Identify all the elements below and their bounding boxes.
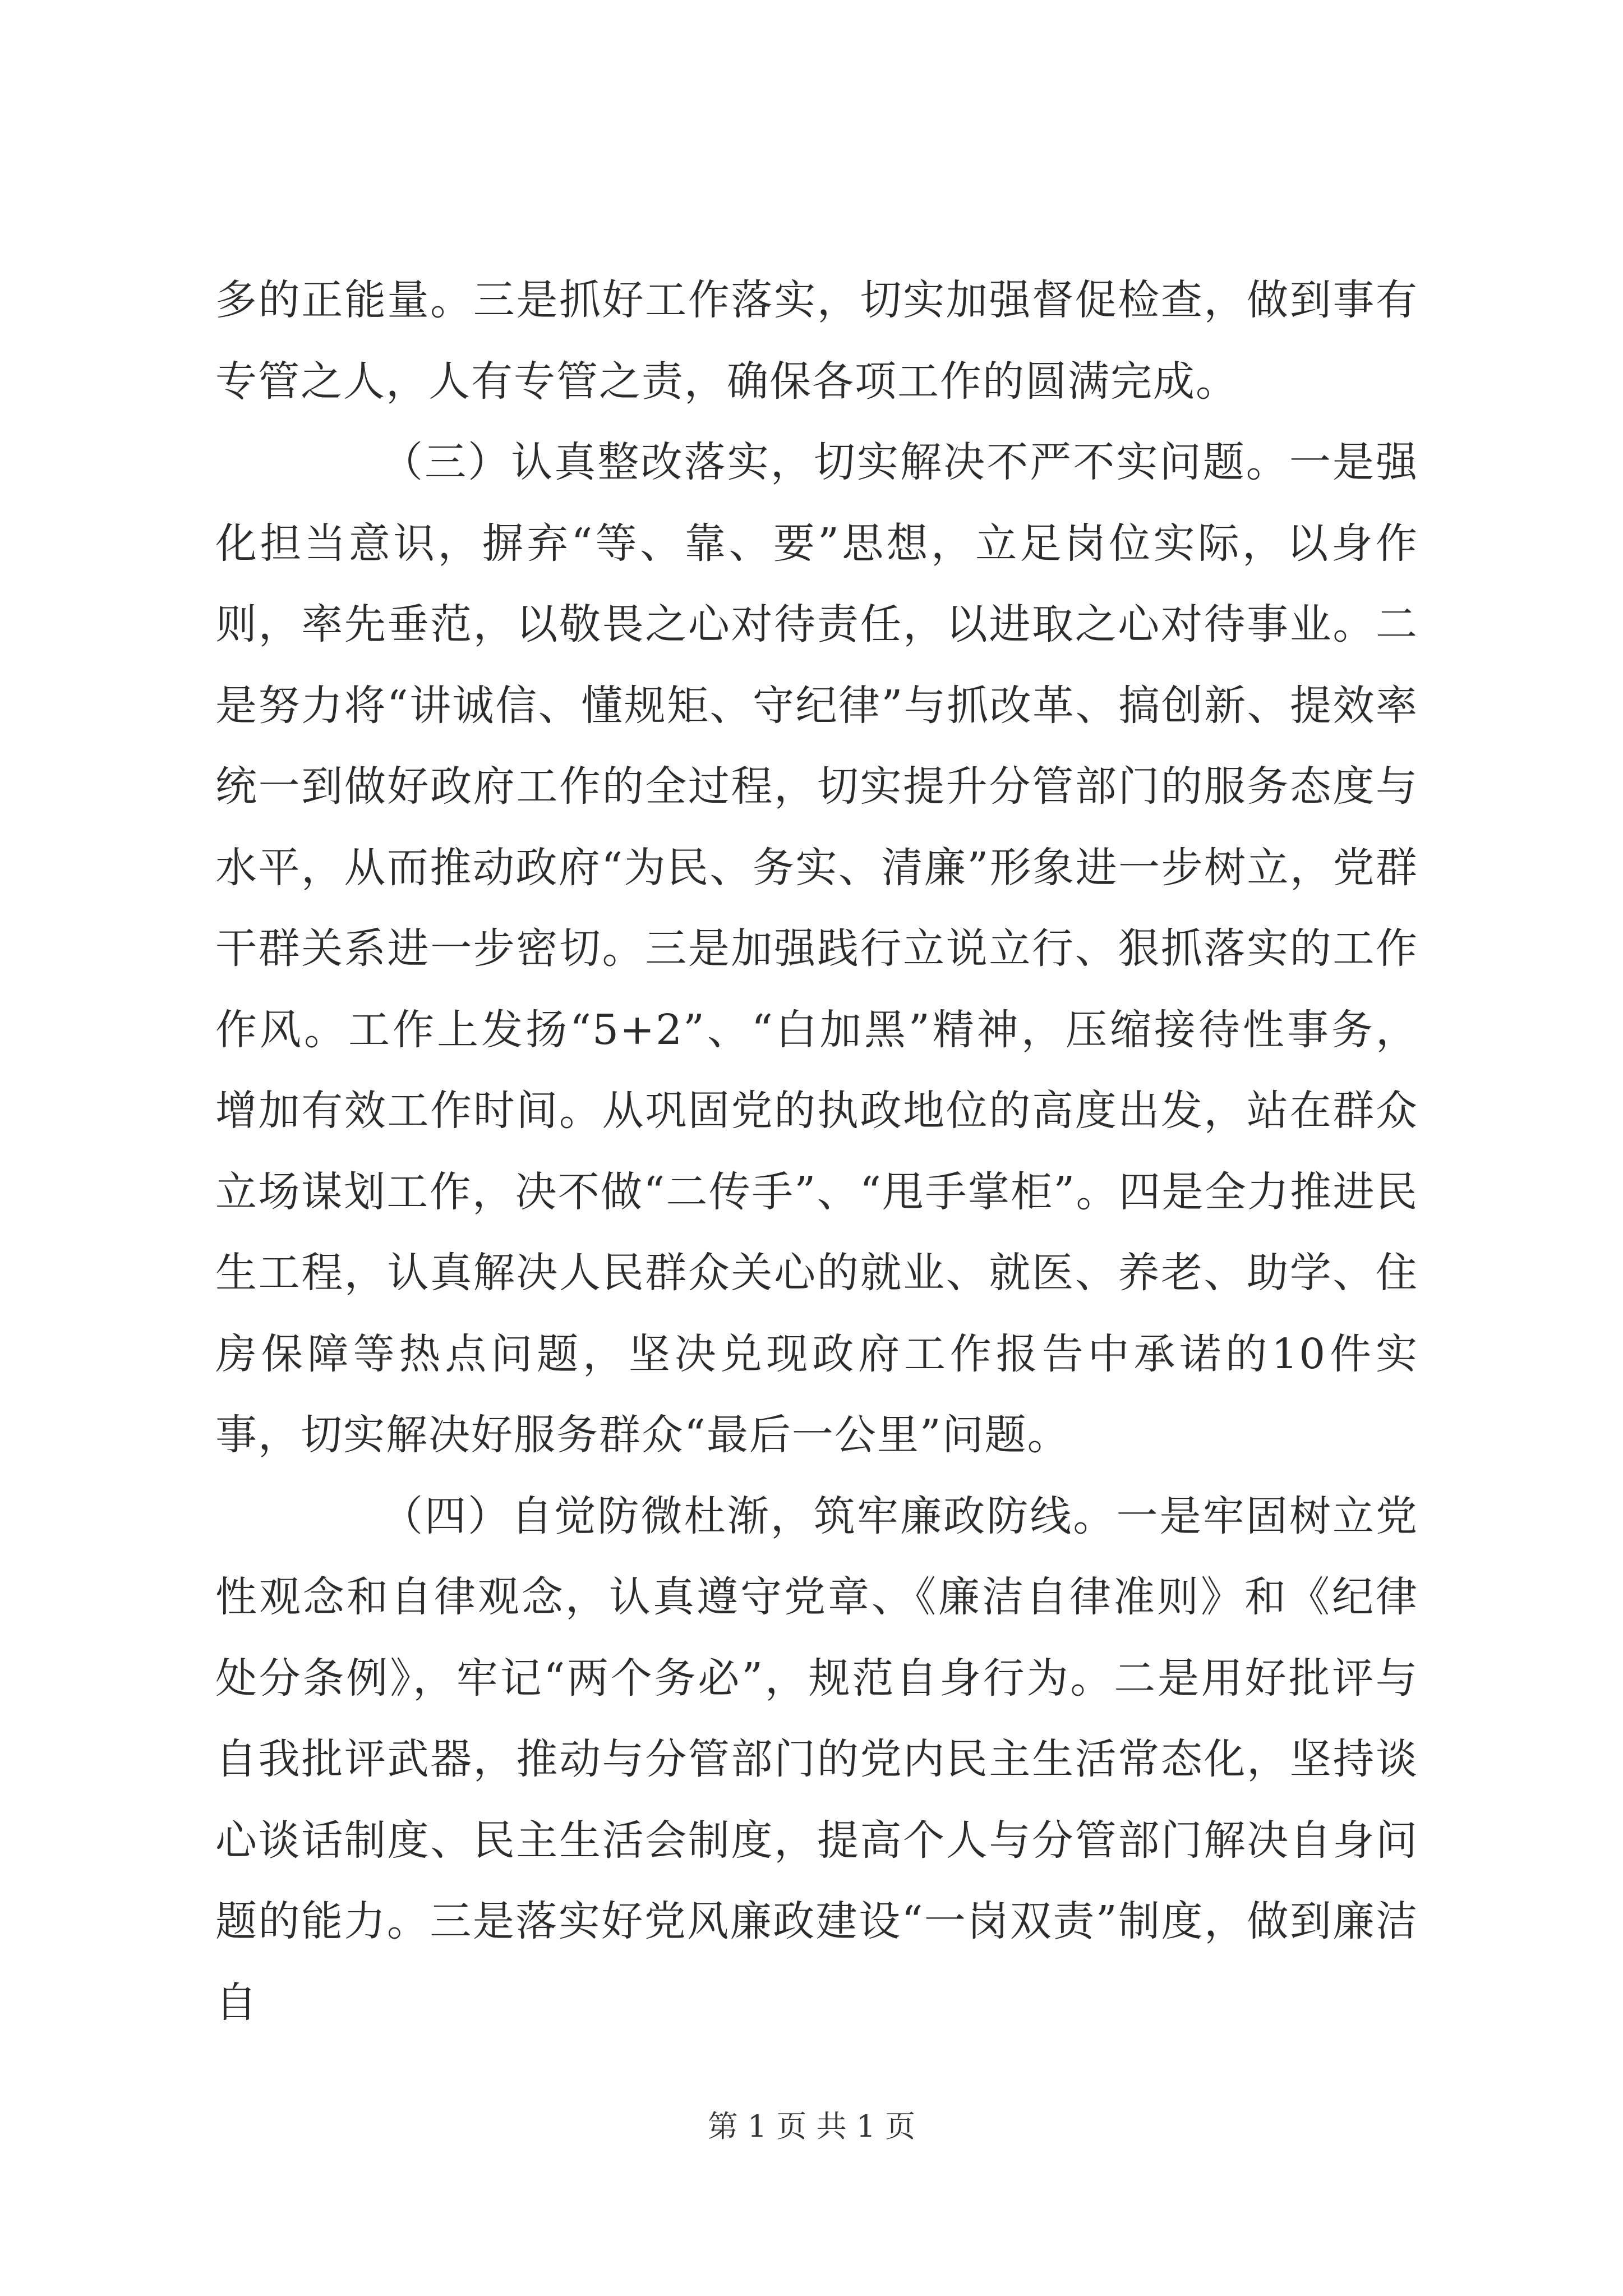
- paragraph-continuation: 多的正能量。三是抓好工作落实，切实加强督促检查，做到事有专管之人，人有专管之责，确保各项工作的圆满完成。: [215, 276, 1418, 406]
- paragraph-section-3: （三）认真整改落实，切实解决不严不实问题。一是强化担当意识，摒弃“等、靠、要”思想，立足岗位实际，以身作则，率先垂范，以敬畏之心对待责任，以进取之心对待事业。二是努力将“讲诚信、懂规矩、守纪律”与抓改革、搞创新、提效率统一到做好政府工作的全过程，切实提升分管部门的服务态度与水平，从而推动政府“为民、务实、清廉”形象进一步树立，党群干群关系进一步密切。三是加强践行立说立行、狠抓落实的工作作风。工作上发扬“5+2”、“白加黑”精神，压缩接待性事务，增加有效工作时间。从巩固党的执政地位的高度出发，站在群众立场谋划工作，决不做“二传手”、“甩手掌柜”。四是全力推进民生工程，认真解决人民群众关心的就业、就医、养老、助学、住房保障等热点问题，坚决兑现政府工作报告中承诺的10件实事，切实解决好服务群众“最后一公里”问题。: [215, 438, 1418, 1459]
- body-text: [215, 260, 1418, 2043]
- page-number-footer: 第 1 页 共 1 页: [707, 2109, 916, 2144]
- paragraph-section-4: （四）自觉防微杜渐，筑牢廉政防线。一是牢固树立党性观念和自律观念，认真遵守党章、《廉洁自律准则》和《纪律处分条例》，牢记“两个务必”，规范自身行为。二是用好批评与自我批评武器，推动与分管部门的党内民主生活常态化，坚持谈心谈话制度、民主生活会制度，提高个人与分管部门解决自身问题的能力。三是落实好党风廉政建设“一岗双责”制度，做到廉洁自: [215, 1492, 1418, 2027]
